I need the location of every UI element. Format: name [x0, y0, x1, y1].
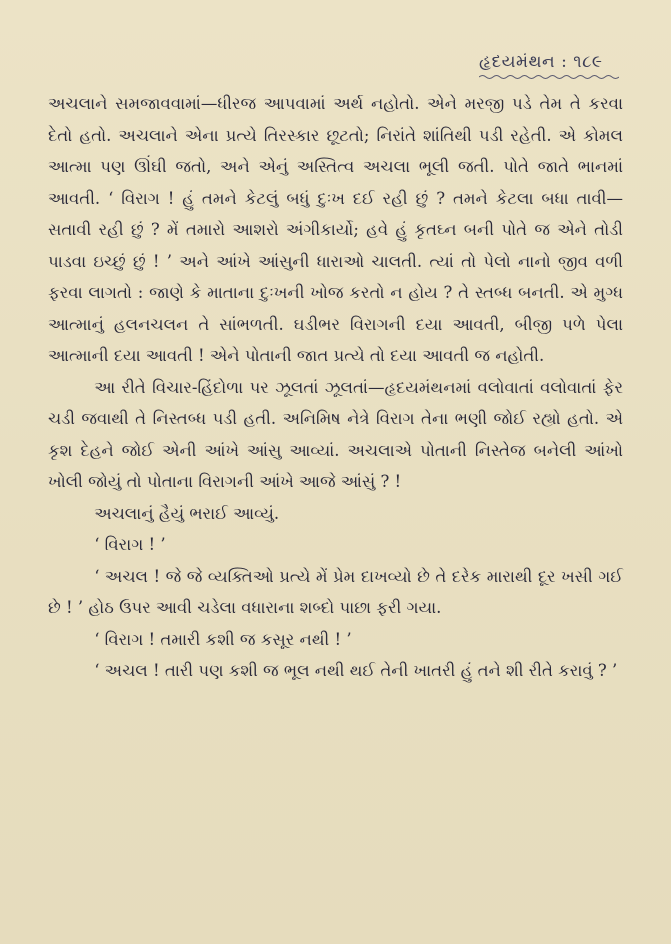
- paragraph: આ રીતે વિચાર-હિંદોળા પર ઝૂલતાં ઝૂલતાં—હૃદયમંથનમાં વલોવાતાં વલોવાતાં ફેર ચડી જવાથી તે નિસ્તબ્ધ પડી હતી. અનિમિષ નેત્રે વિરાગ તેના ભણી જોઈ રહ્યો હતો. એ કૃશ દેહને જોઈ એની આંખે આંસુ આવ્યાં. અચલાએ પોતાની નિસ્તેજ બનેલી આંખો ખોલી જોયું તો પોતાના વિરાગની આંખે આજે આંસું ? !: [48, 377, 623, 491]
- paragraph: અચલાનું હૈયું ભરાઈ આવ્યું.: [94, 503, 280, 523]
- running-title: હૃદયમંથન : ૧૮૯: [479, 52, 603, 72]
- dialogue-line: ‘ વિરાગ ! તમારી કશી જ કસૂર નથી ! ’: [94, 629, 352, 649]
- dialogue-line: ‘ અચલ ! જે જે વ્યક્તિઓ પ્રત્યે મેં પ્રેમ દાખવ્યો છે તે દરેક મારાથી દૂર ખસી ગઈ છે ! ’ હોઠ ઉપર આવી ચડેલા વધારાના શબ્દો પાછા ફરી ગયા.: [48, 566, 623, 617]
- page-body: [48, 88, 623, 687]
- wavy-underline-ornament: [479, 74, 619, 80]
- dialogue-line: ‘ વિરાગ ! ’: [94, 535, 166, 554]
- dialogue-line: ‘ અચલ ! તારી પણ કશી જ ભૂલ નથી થઈ તેની ખાતરી હું તને શી રીતે કરાવું ? ’: [94, 661, 618, 680]
- paragraph: અચલાને સમજાવવામાં—ધીરજ આપવામાં અર્થ નહોતો. એને મરજી પડે તેમ તે કરવા દેતો હતો. અચલાને એના પ્રત્યે તિરસ્કાર છૂટતો; નિરાંતે શાંતિથી પડી રહેતી. એ કોમલ આત્મા પણ ઊંઘી જતો, અને એનું અસ્તિત્વ અચલા ભૂલી જતી. પોતે જાતે ભાનમાં આવતી. ‘ વિરાગ ! હું તમને કેટલું બધું દુઃખ દઈ રહી છું ? તમને કેટલા બધા તાવી—સતાવી રહી છું ? મેં તમારો આશરો અંગીકાર્યો; હવે હું કૃતઘ્ન બની પોતે જ એને તોડી પાડવા ઇચ્છું છું ! ’ અને આંખે આંસુની ધારાઓ ચાલતી. ત્યાં તો પેલો નાનો જીવ વળી ફરવા લાગતો : જાણે કે માતાના દુઃખની ખોજ કરતો ન હોય ? તે સ્તબ્ધ બનતી. એ મુગ્ધ આત્માનું હલનચલન તે સાંભળતી. ઘડીભર વિરાગની દયા આવતી, બીજી પળે પેલા આત્માની દયા આવતી ! એને પોતાની જાત પ્રત્યે તો દયા આવતી જ નહોતી.: [48, 94, 623, 365]
- running-header: [479, 52, 619, 80]
